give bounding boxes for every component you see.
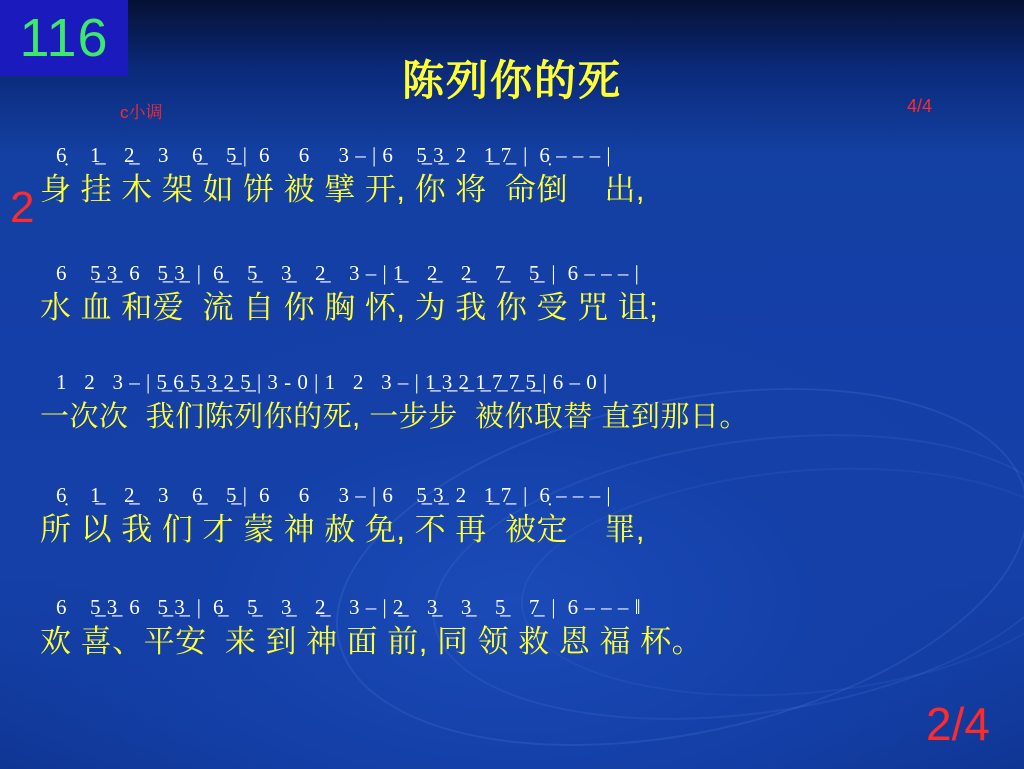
lyrics-line: 身 挂 木 架 如 饼 被 擘 开, 你 将 命倒 出, xyxy=(40,172,646,207)
lyrics-line: 所 以 我 们 才 蒙 神 赦 免, 不 再 被定 罪, xyxy=(40,512,646,547)
lyrics-line: 水 血 和爱 流 自 你 胸 怀, 为 我 你 受 咒 诅; xyxy=(40,290,659,325)
notation-line: 1 2 3 – | 5̲ 6̲ 5̲ 3̲ 2̲ 5̲ | 3 - 0 | 1 2 3 – | 1̲ 3̲ 2̲ 1̲ 7̲ 7̲ 5̲ | 6 – 0 | xyxy=(56,370,608,394)
notation-line: 6̣ 1̲ 2̲ 3 6̲ 5̲ | 6 6 3 – | 6 5̲ 3̲ 2 1̲ 7̲ | 6̣ – – – | xyxy=(56,483,612,507)
music-system xyxy=(40,140,994,210)
page-title: 陈列你的死 xyxy=(401,57,622,104)
music-system xyxy=(40,258,994,328)
music-system xyxy=(40,480,994,550)
music-system xyxy=(40,367,994,437)
lyrics-line: 欢 喜、平安 来 到 神 面 前, 同 领 救 恩 福 杯。 xyxy=(40,624,704,659)
slide-counter: 2/4 xyxy=(926,698,990,750)
notation-line: 6 5̲ 3̲ 6 5̲ 3̲ | 6̲ 5̲ 3̲ 2̲ 3 – | 2̲ 3̲ 3̲ 5̲ 7̲ | 6 – – – ‖ xyxy=(56,595,642,619)
music-system xyxy=(40,592,994,662)
page-number: 116 xyxy=(19,8,109,68)
time-signature: 4/4 xyxy=(906,96,932,116)
notation-line: 6̣ 1̲ 2̲ 3 6̲ 5̲ | 6 6 3 – | 6 5̲ 3̲ 2 1̲ 7̲ | 6̣ – – – | xyxy=(56,143,612,167)
notation-line: 6 5̲ 3̲ 6 5̲ 3̲ | 6̲ 5̲ 3̲ 2̲ 3 – | 1̲ 2̲ 2̲ 7̲ 5̲ | 6 – – – | xyxy=(56,261,640,285)
verse-number: 2 xyxy=(10,183,35,232)
key-signature: c小调 xyxy=(120,103,163,122)
lyrics-line: 一次次 我们陈列你的死, 一步步 被你取替 直到那日。 xyxy=(40,401,749,433)
